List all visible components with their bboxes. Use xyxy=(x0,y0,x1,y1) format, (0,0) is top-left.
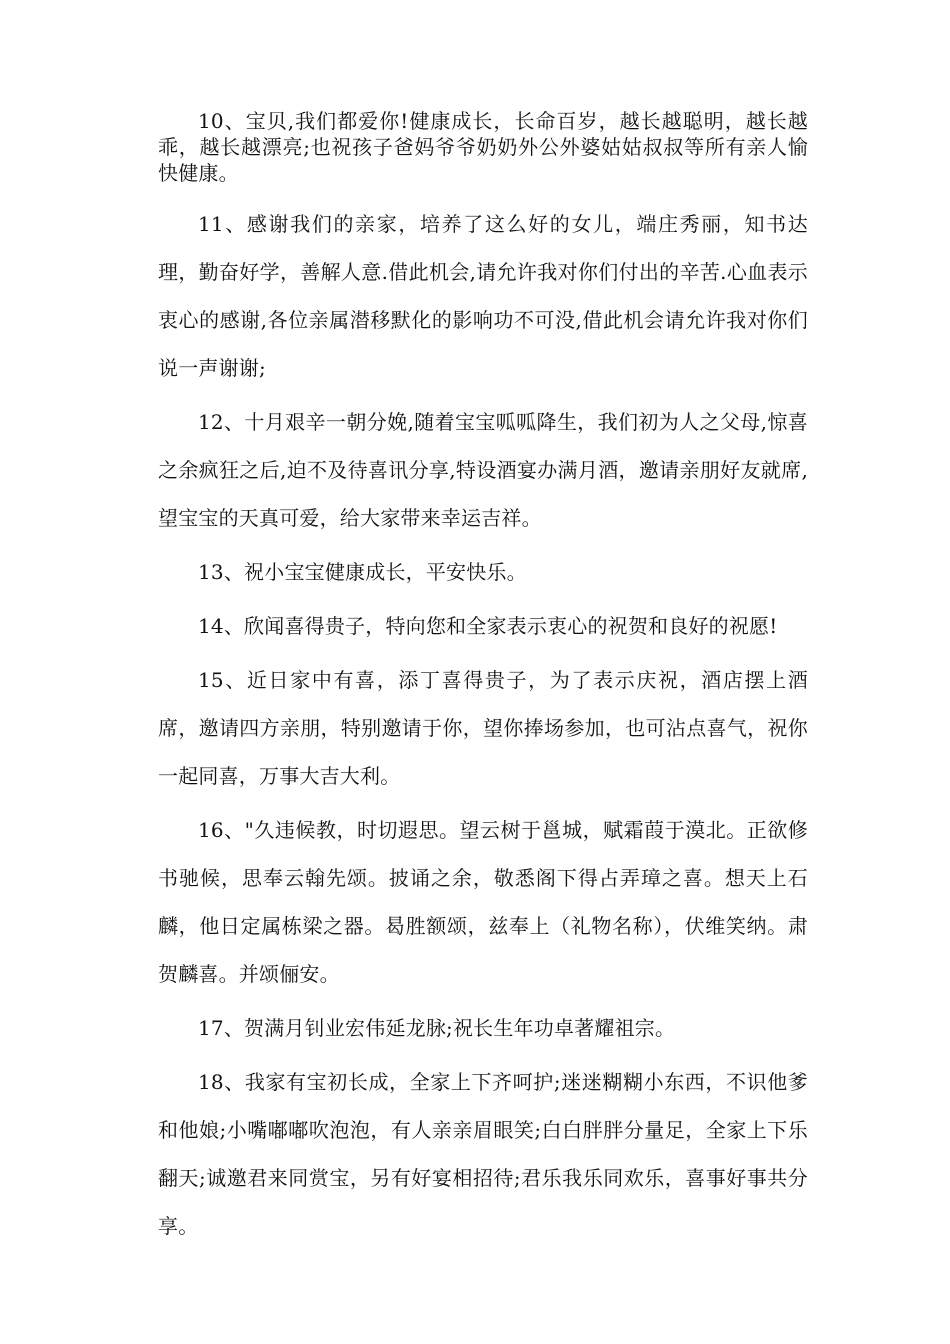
paragraph-14: 14、欣闻喜得贵子，特向您和全家表示衷心的祝贺和良好的祝愿! xyxy=(198,614,778,638)
paragraph-17: 17、贺满月钊业宏伟延龙脉;祝长生年功卓著耀祖宗。 xyxy=(198,1016,676,1040)
paragraph-12: 12、十月艰辛一朝分娩,随着宝宝呱呱降生，我们初为人之父母,惊喜之余疯狂之后,迫不及待喜讯分享,特设酒宴办满月酒，邀请亲朋好友就席,望宝宝的天真可爱，给大家带来幸运吉祥。 xyxy=(158,410,808,530)
paragraph-16: 16、"久违候教，时切遐思。望云树于邕城，赋霜葭于漠北。正欲修书驰候，思奉云翰先颂。披诵之余，敬悉阁下得占弄璋之喜。想天上石麟，他日定属栋梁之器。曷胜额颂，兹奉上（礼物名称），伏维笑纳。肃贺麟喜。并颂俪安。 xyxy=(158,818,808,986)
paragraph-11: 11、感谢我们的亲家，培养了这么好的女儿，端庄秀丽，知书达理，勤奋好学，善解人意.借此机会,请允许我对你们付出的辛苦.心血表示衷心的感谢,各位亲属潜移默化的影响功不可没,借此机会请允许我对你们说一声谢谢; xyxy=(158,212,808,380)
paragraph-10: 10、宝贝,我们都爱你!健康成长，长命百岁，越长越聪明，越长越乖，越长越漂亮;也祝孩子爸妈爷爷奶奶外公外婆姑姑叔叔等所有亲人愉快健康。 xyxy=(158,109,808,185)
paragraph-15: 15、近日家中有喜，添丁喜得贵子，为了表示庆祝，酒店摆上酒席，邀请四方亲朋，特别邀请于你，望你捧场参加，也可沾点喜气，祝你一起同喜，万事大吉大利。 xyxy=(158,668,808,788)
paragraph-18: 18、我家有宝初长成，全家上下齐呵护;迷迷糊糊小东西，不识他爹和他娘;小嘴嘟嘟吹泡泡，有人亲亲眉眼笑;白白胖胖分量足，全家上下乐翻天;诚邀君来同赏宝，另有好宴相招待;君乐我乐同欢乐，喜事好事共分享。 xyxy=(158,1070,808,1238)
paragraph-13: 13、祝小宝宝健康成长，平安快乐。 xyxy=(198,560,527,584)
document-body xyxy=(158,108,808,1250)
